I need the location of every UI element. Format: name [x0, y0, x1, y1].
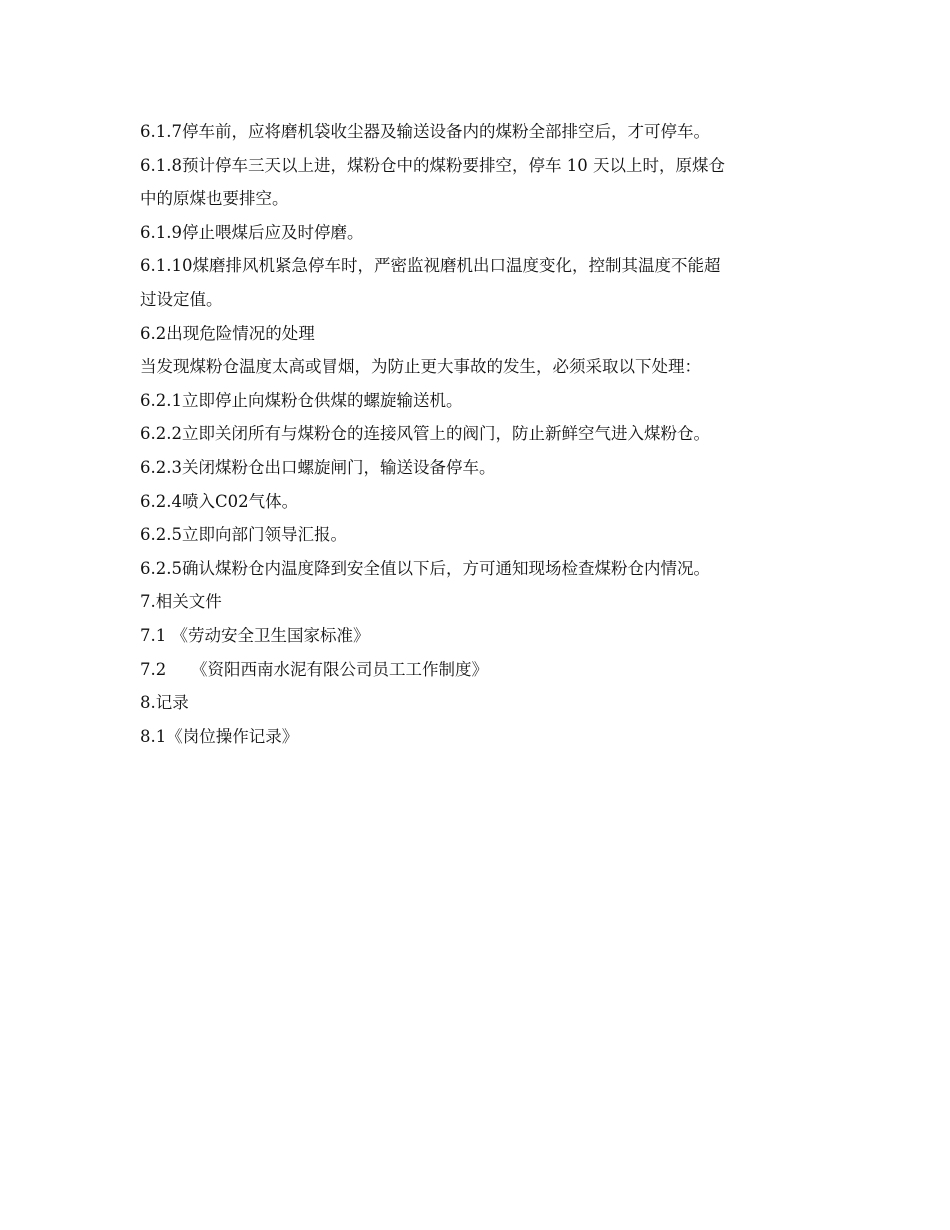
section-heading-6-2: 6.2出现危险情况的处理 [140, 323, 315, 343]
text-line-6-1-10: 6.1.10煤磨排风机紧急停车时，严密监视磨机出口温度变化，控制其温度不能超 [140, 256, 721, 276]
text-line-6-2-1: 6.2.1立即停止向煤粉仓供煤的螺旋输送机。 [140, 390, 463, 410]
document-body [140, 115, 812, 753]
text-line-6-2-5-b: 6.2.5确认煤粉仓内温度降到安全值以下后，方可通知现场检查煤粉仓内情况。 [140, 558, 710, 578]
section-heading-8: 8.记录 [140, 693, 189, 713]
text-line-6-2-3: 6.2.3关闭煤粉仓出口螺旋闸门，输送设备停车。 [140, 457, 496, 477]
text-line-6-2-4: 6.2.4喷入C02气体。 [140, 491, 299, 511]
text-line-7-2: 7.2 《资阳西南水泥有限公司员工工作制度》 [140, 659, 488, 679]
text-line-6-1-8: 6.1.8预计停车三天以上进，煤粉仓中的煤粉要排空，停车 10 天以上时，原煤仓 [140, 155, 725, 175]
text-line-6-2-intro: 当发现煤粉仓温度太高或冒烟，为防止更大事故的发生，必须采取以下处理： [140, 357, 701, 377]
text-line-8-1: 8.1《岗位操作记录》 [140, 726, 299, 746]
text-line-6-1-10-cont: 过设定值。 [140, 289, 223, 309]
text-line-6-2-2: 6.2.2立即关闭所有与煤粉仓的连接风管上的阀门，防止新鲜空气进入煤粉仓。 [140, 424, 710, 444]
text-line-6-1-8-cont: 中的原煤也要排空。 [140, 189, 289, 209]
text-line-7-1: 7.1 《劳动安全卫生国家标准》 [140, 625, 370, 645]
text-line-6-2-5-a: 6.2.5立即向部门领导汇报。 [140, 525, 347, 545]
section-heading-7: 7.相关文件 [140, 592, 222, 612]
text-line-6-1-7: 6.1.7停车前，应将磨机袋收尘器及输送设备内的煤粉全部排空后，才可停车。 [140, 122, 710, 141]
text-line-6-1-9: 6.1.9停止喂煤后应及时停磨。 [140, 222, 364, 242]
